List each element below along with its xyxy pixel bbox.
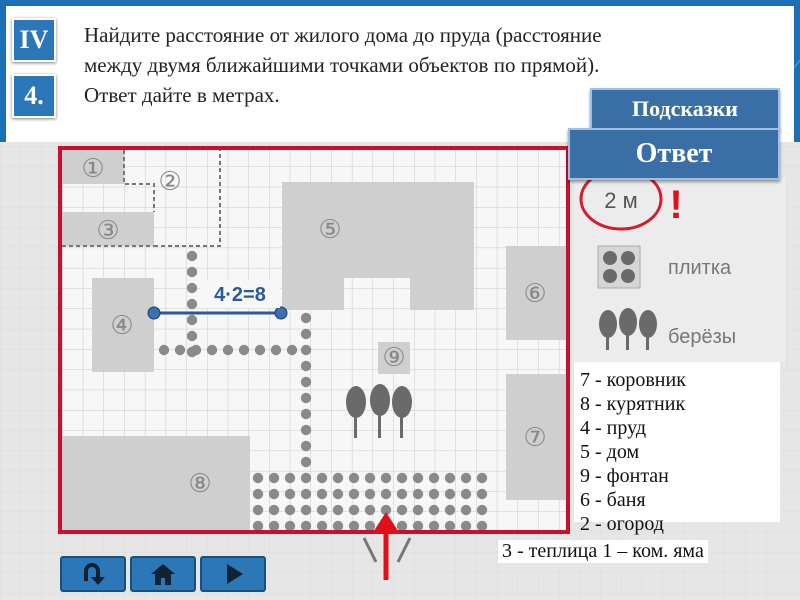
tile-dot	[253, 489, 263, 499]
task-number-badge: 4.	[12, 74, 56, 118]
tile-dot	[333, 489, 343, 499]
measurement-label: 4·2=8	[214, 284, 266, 306]
tile-dot	[413, 521, 423, 531]
tile-dot	[349, 521, 359, 531]
tile-dot	[187, 331, 197, 341]
tile-dot	[301, 425, 311, 435]
birch-legend-label: берёзы	[668, 326, 737, 348]
tile-dot	[365, 521, 375, 531]
tile-dot	[429, 521, 439, 531]
tile-dot	[477, 505, 487, 515]
legend-item: 7 - коровник	[580, 369, 686, 391]
tile-dot	[187, 315, 197, 325]
tile-dot	[301, 313, 311, 323]
tile-dot	[349, 473, 359, 483]
tile-dot	[187, 299, 197, 309]
tile-dot	[445, 489, 455, 499]
tile-dot	[477, 521, 487, 531]
play-icon	[218, 561, 248, 587]
home-icon	[148, 561, 178, 587]
return-button[interactable]	[60, 556, 126, 592]
scale-label: 2 м	[604, 188, 638, 213]
tile-dot	[349, 489, 359, 499]
tile-dot	[207, 345, 217, 355]
tile-dot	[477, 489, 487, 499]
tile-dot	[285, 521, 295, 531]
home-button[interactable]	[130, 556, 196, 592]
marker-9: ⑨	[382, 343, 406, 373]
next-button[interactable]	[200, 556, 266, 592]
tile-dot	[365, 473, 375, 483]
tile-legend-label: плитка	[668, 257, 732, 279]
tile-dot	[301, 409, 311, 419]
tile-dot	[301, 489, 311, 499]
tile-dot	[253, 505, 263, 515]
tile-dot	[285, 473, 295, 483]
tile-dot	[301, 505, 311, 515]
tile-dot	[365, 505, 375, 515]
tile-dot	[301, 361, 311, 371]
tile-dot	[255, 345, 265, 355]
legend-item: 6 - баня	[580, 489, 646, 511]
distance-endpoint-right	[275, 307, 287, 319]
marker-1: ①	[81, 154, 105, 184]
tile-dot	[317, 473, 327, 483]
tile-dot	[253, 521, 263, 531]
return-icon	[78, 561, 108, 587]
tile-dot	[301, 329, 311, 339]
legend-item: 4 - пруд	[580, 417, 647, 439]
hints-button[interactable]: Подсказки	[590, 88, 780, 130]
tile-dot	[461, 489, 471, 499]
question-text: Найдите расстояние от жилого дома до пруда (расстояние между двумя ближайшими точками объектов по прямой). Ответ дайте в метрах.	[84, 23, 602, 107]
tile-dot	[269, 505, 279, 515]
henhouse-8	[62, 436, 250, 530]
tile-dot	[445, 521, 455, 531]
tile-dot	[271, 345, 281, 355]
tile-dot	[317, 489, 327, 499]
tile-dot	[381, 473, 391, 483]
legend-item: 9 - фонтан	[580, 465, 669, 487]
tile-dot	[301, 377, 311, 387]
legend-item: 8 - курятник	[580, 393, 686, 415]
tile-dot	[461, 473, 471, 483]
marker-8: ⑧	[188, 469, 212, 499]
tile-dot	[333, 505, 343, 515]
marker-6: ⑥	[523, 279, 547, 309]
tile-dot	[269, 489, 279, 499]
tile-dot	[287, 345, 297, 355]
tile-dot	[333, 521, 343, 531]
tile-dot	[269, 473, 279, 483]
tile-dot	[429, 489, 439, 499]
marker-2: ②	[158, 167, 182, 197]
tile-dot	[413, 505, 423, 515]
tile-dot	[397, 473, 407, 483]
tile-dot	[429, 505, 439, 515]
tile-dot	[301, 345, 311, 355]
tile-dot	[239, 345, 249, 355]
birch-legend-icon	[599, 308, 657, 350]
tile-dot	[381, 489, 391, 499]
tile-dot	[301, 441, 311, 451]
tile-dot	[461, 521, 471, 531]
tile-dot	[285, 489, 295, 499]
tile-dot	[477, 473, 487, 483]
legend-item: 5 - дом	[580, 441, 640, 463]
tile-dot	[397, 489, 407, 499]
distance-endpoint-left	[148, 307, 160, 319]
tile-dot	[349, 505, 359, 515]
tile-dot	[223, 345, 233, 355]
tile-dot	[413, 489, 423, 499]
tile-dot	[429, 473, 439, 483]
tile-dot	[269, 521, 279, 531]
answer-button[interactable]: Ответ	[568, 128, 780, 180]
tile-dot	[285, 505, 295, 515]
tile-dot	[187, 283, 197, 293]
tile-dot	[253, 473, 263, 483]
exclamation-mark: !	[669, 183, 683, 227]
tile-dot	[445, 473, 455, 483]
tile-dot	[191, 345, 201, 355]
tile-dot	[301, 393, 311, 403]
tile-dot	[317, 505, 327, 515]
tile-dot	[187, 267, 197, 277]
birch-trees	[346, 384, 412, 438]
marker-4: ④	[110, 311, 134, 341]
tile-dot	[317, 521, 327, 531]
legend-item-bottom: 3 - теплица 1 – ком. яма	[498, 540, 708, 563]
tile-dot	[301, 457, 311, 467]
tile-dot	[301, 473, 311, 483]
tile-dot	[413, 473, 423, 483]
tile-dot	[187, 251, 197, 261]
marker-5: ⑤	[318, 215, 342, 245]
tile-dot	[397, 521, 407, 531]
tile-dot	[333, 473, 343, 483]
tile-dot	[461, 505, 471, 515]
tile-legend-icon	[598, 246, 640, 288]
tile-dot	[301, 521, 311, 531]
tile-dot	[175, 345, 185, 355]
legend-item: 2 - огород	[580, 513, 664, 535]
marker-7: ⑦	[523, 423, 547, 453]
tile-dot	[365, 489, 375, 499]
marker-3: ③	[96, 216, 120, 246]
tile-dot	[159, 345, 169, 355]
section-badge: IV	[12, 18, 56, 62]
tile-dot	[445, 505, 455, 515]
tile-dot	[397, 505, 407, 515]
